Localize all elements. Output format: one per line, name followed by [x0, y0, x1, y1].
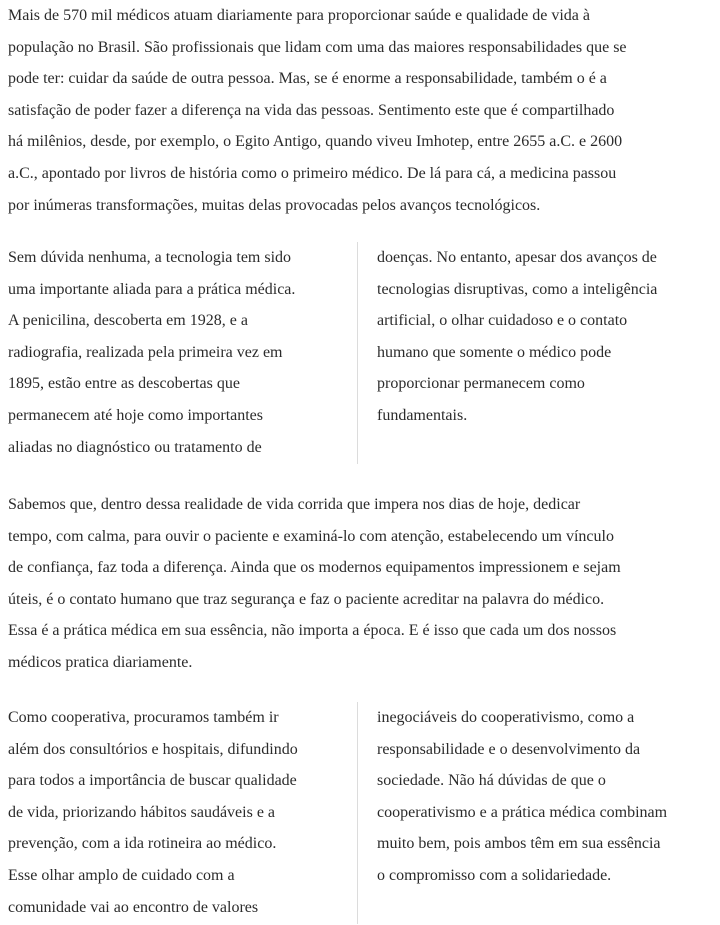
two-column-block-technology	[8, 242, 712, 464]
column-right-technology: doenças. No entanto, apesar dos avanços de tecnologias disruptivas, como a inteligência artificial, o olhar cuidadoso e o contato humano que somente o médico pode proporcionar permanecem como fundamentais.	[377, 249, 658, 424]
column-right-cooperative: inegociáveis do cooperativismo, como a responsabilidade e o desenvolvimento da sociedade. Não há dúvidas de que o cooperativismo e a prática médica combinam muito bem, pois ambos têm em sua essência o compromisso com a solidariedade.	[377, 709, 668, 884]
column-divider	[357, 702, 358, 924]
two-column-block-cooperative	[8, 702, 712, 924]
column-left-technology: Sem dúvida nenhuma, a tecnologia tem sido uma importante aliada para a prática médica. A penicilina, descoberta em 1928, e a radiografia, realizada pela primeira vez em 1895, estão entre as descobertas que permanecem até hoje como importantes aliadas no diagnóstico ou tratamento de	[8, 249, 296, 456]
human-contact-paragraph: Sabemos que, dentro dessa realidade de vida corrida que impera nos dias de hoje, dedicar tempo, com calma, para ouvir o paciente e examiná-lo com atenção, estabelecendo um vínculo de confiança, faz toda a diferença. Ainda que os modernos equipamentos impressionem e sejam úteis, é o contato humano que traz segurança e faz o paciente acreditar na palavra do médico. Essa é a prática médica em sua essência, não importa a época. E é isso que cada um dos nossos médicos pratica diariamente.	[8, 496, 621, 671]
column-divider	[357, 242, 358, 464]
intro-paragraph: Mais de 570 mil médicos atuam diariamente para proporcionar saúde e qualidade de vida à população no Brasil. São profissionais que lidam com uma das maiores responsabilidades que se pode ter: cuidar da saúde de outra pessoa. Mas, se é enorme a responsabilidade, também o é a satisfação de poder fazer a diferença na vida das pessoas. Sentimento este que é compartilhado há milênios, desde, por exemplo, o Egito Antigo, quando viveu Imhotep, entre 2655 a.C. e 2600 a.C., apontado por livros de história como o primeiro médico. De lá para cá, a medicina passou por inúmeras transformações, muitas delas provocadas pelos avanços tecnológicos.	[8, 7, 627, 214]
column-left-cooperative: Como cooperativa, procuramos também ir além dos consultórios e hospitais, difundindo para todos a importância de buscar qualidade de vida, priorizando hábitos saudáveis e a prevenção, com a ida rotineira ao médico. Esse olhar amplo de cuidado com a comunidade vai ao encontro de valores	[8, 709, 298, 916]
